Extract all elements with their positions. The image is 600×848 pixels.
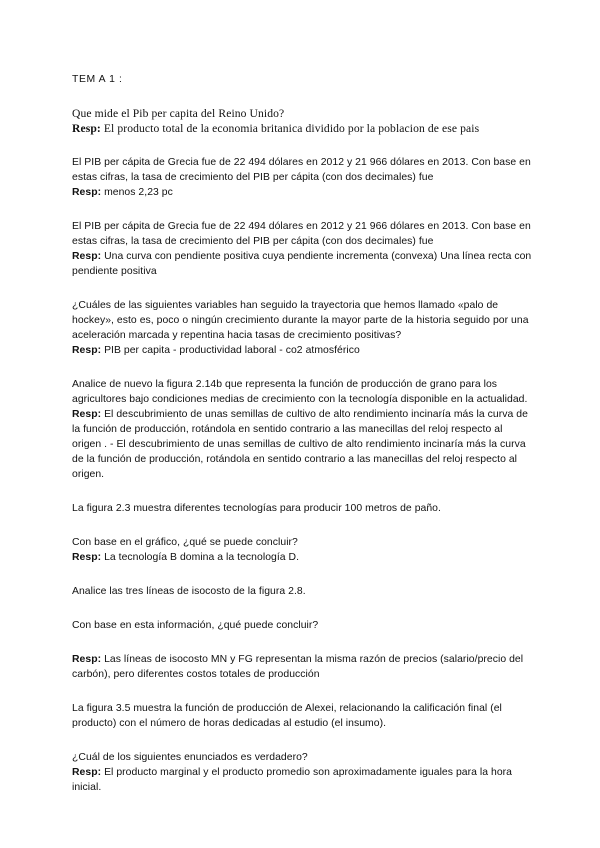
resp-label: Resp: xyxy=(72,767,102,778)
qa-block-1 xyxy=(72,106,532,136)
answer-paragraph xyxy=(72,407,532,482)
question-text: Con base en el gráfico, ¿qué se puede concluir? xyxy=(72,537,298,548)
qa-block-2 xyxy=(72,155,532,200)
resp-label: Resp: xyxy=(72,345,102,356)
intro-text: Analice las tres líneas de isocosto de la figura 2.8. xyxy=(72,586,306,597)
qa-block-5 xyxy=(72,377,532,482)
question-text: El PIB per cápita de Grecia fue de 22 494 dólares en 2012 y 21 966 dólares en 2013. Con base en estas cifras, la tasa de crecimiento del PIB per cápita (con dos decimales) fue xyxy=(72,221,531,247)
qa-block-6 xyxy=(72,535,532,565)
resp-label: Resp: xyxy=(72,409,102,420)
answer-text: menos 2,23 pc xyxy=(104,187,173,198)
answer-paragraph xyxy=(72,652,532,682)
answer-block-7 xyxy=(72,652,532,682)
document-heading: TEM A 1 : xyxy=(72,74,123,85)
intro-block-7 xyxy=(72,584,532,599)
question-text: El PIB per cápita de Grecia fue de 22 494 dólares en 2012 y 21 966 dólares en 2013. Con base en estas cifras, la tasa de crecimiento del PIB per cápita (con dos decimales) fue xyxy=(72,157,531,183)
question-text: Que mide el Pib per capita del Reino Unido? xyxy=(72,107,285,120)
document-content xyxy=(72,72,532,814)
resp-label: Resp: xyxy=(72,122,101,135)
answer-paragraph xyxy=(72,121,532,136)
answer-text: Las líneas de isocosto MN y FG representan la misma razón de precios (salario/precio del carbón), pero diferentes costos totales de producción xyxy=(72,654,524,680)
qa-block-8 xyxy=(72,750,532,795)
answer-text: Una curva con pendiente positiva cuya pendiente incrementa (convexa) Una línea recta con pendiente positiva xyxy=(72,251,532,277)
answer-paragraph xyxy=(72,249,532,279)
question-text: Con base en esta información, ¿qué puede concluir? xyxy=(72,620,319,631)
question-text: Analice de nuevo la figura 2.14b que representa la función de producción de grano para los agricultores bajo condiciones medias de crecimiento con la tecnología disponible en la actualidad. xyxy=(72,379,528,405)
answer-text: El producto total de la economia britanica dividido por la poblacion de ese pais xyxy=(103,122,480,135)
qa-block-4 xyxy=(72,298,532,358)
intro-text: La figura 2.3 muestra diferentes tecnologías para producir 100 metros de paño. xyxy=(72,503,441,514)
intro-text: La figura 3.5 muestra la función de producción de Alexei, relacionando la calificación final (el producto) con el número de horas dedicadas al estudio (el insumo). xyxy=(72,703,502,729)
answer-text: PIB per capita - productividad laboral - co2 atmosférico xyxy=(104,345,360,356)
resp-label: Resp: xyxy=(72,251,102,262)
answer-text: El producto marginal y el producto promedio son aproximadamente iguales para la hora inicial. xyxy=(72,767,512,793)
qa-block-3 xyxy=(72,219,532,279)
question-block-7 xyxy=(72,618,532,633)
question-text: ¿Cuáles de las siguientes variables han seguido la trayectoria que hemos llamado «palo de hockey», esto es, poco o ningún crecimiento durante la mayor parte de la historia seguido por una aceleración marcada y repentina hacia tasas de crecimiento positivas? xyxy=(72,300,529,341)
answer-text: El descubrimiento de unas semillas de cultivo de alto rendimiento incinaría más la curva de la función de producción, rotándola en sentido contrario a las manecillas del reloj respecto al origen . - El descubrimiento de unas semillas de cultivo de alto rendimiento incinaría más la curva de la función de producción, rotándola en sentido contrario a las manecillas del reloj respecto al origen. xyxy=(72,409,528,480)
question-text: ¿Cuál de los siguientes enunciados es verdadero? xyxy=(72,752,308,763)
resp-label: Resp: xyxy=(72,187,102,198)
answer-paragraph xyxy=(72,550,532,565)
answer-paragraph xyxy=(72,765,532,795)
answer-text: La tecnología B domina a la tecnología D. xyxy=(104,552,300,563)
intro-block-8 xyxy=(72,701,532,731)
resp-label: Resp: xyxy=(72,552,102,563)
answer-paragraph xyxy=(72,343,532,358)
resp-label: Resp: xyxy=(72,654,102,665)
answer-paragraph xyxy=(72,185,532,200)
intro-block-6 xyxy=(72,501,532,516)
